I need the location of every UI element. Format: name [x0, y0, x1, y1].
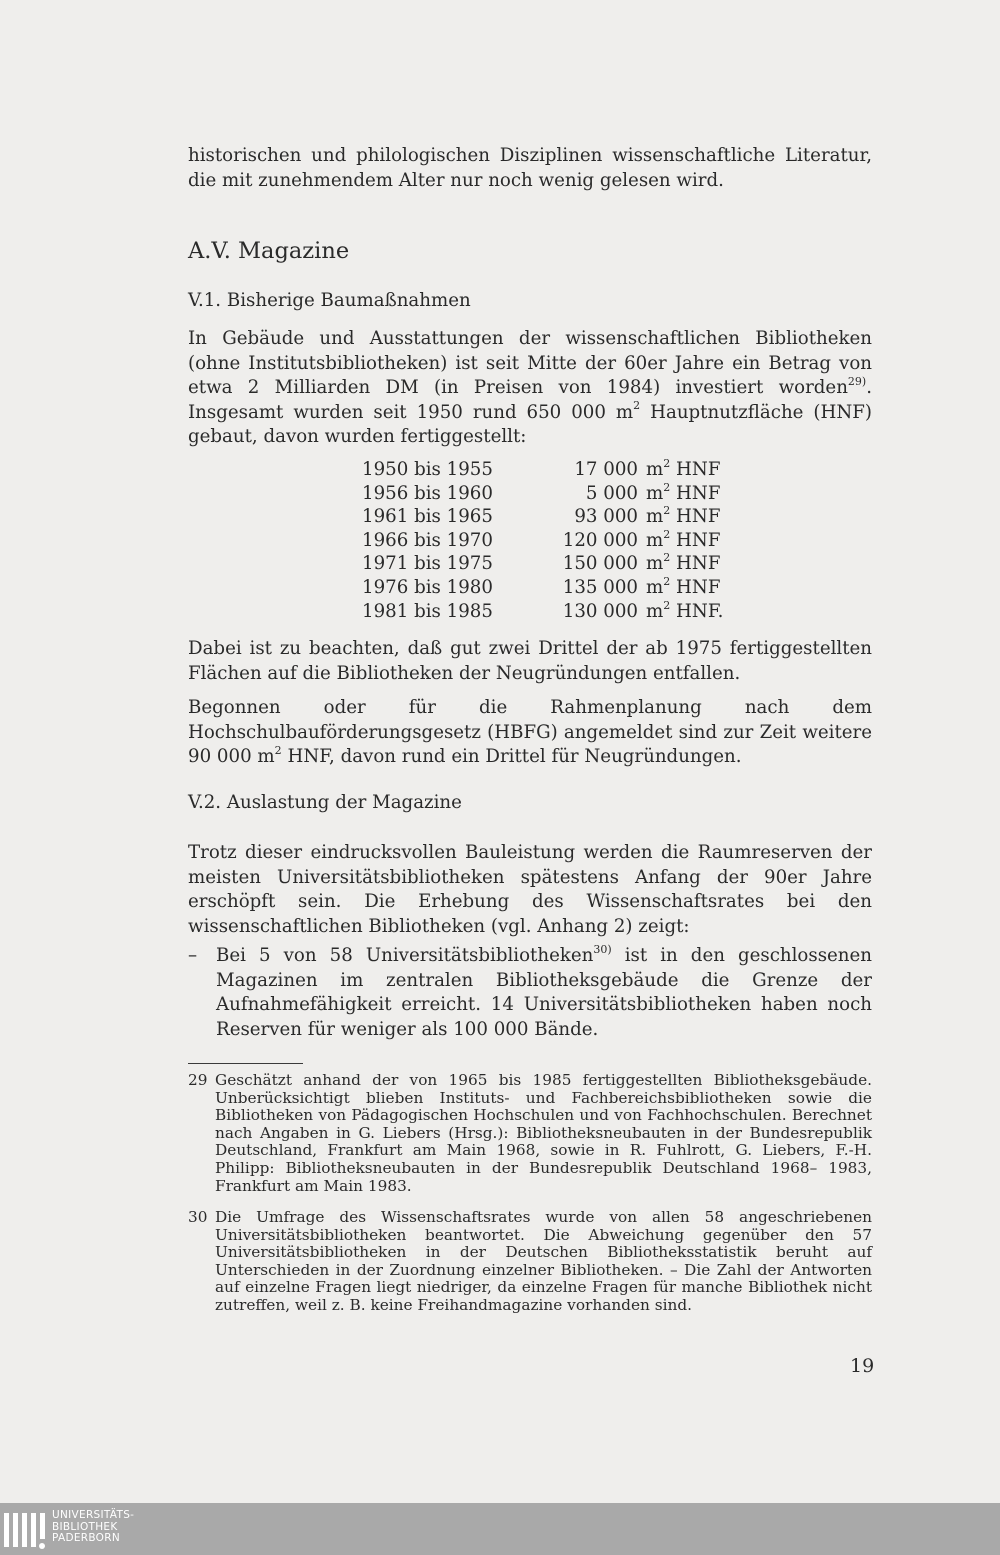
library-name-line-3: PADERBORN — [52, 1532, 120, 1544]
unit-suffix: HNF — [676, 553, 721, 575]
unit-exponent: 2 — [663, 574, 671, 588]
footnote-text: Die Umfrage des Wissenschaftsrates wurde von allen 58 angeschriebenen Universitätsbibliotheken beantwortet. Die Abweichung gegenüber den 57 Universitätsbibliotheken in der Deutschen Bibliotheksstatistik beruht auf Unterschieden in der Zuordnung einzelner Bibliotheken. – Die Zahl der Antworten auf einzelne Fragen liegt niedriger, da einzelne Fragen für manche Bibliothek nicht zutreffen, weil z. B. keine Freihandmagazine vorhanden sind. — [215, 1208, 872, 1314]
unit: m — [646, 600, 664, 622]
library-logo-icon — [4, 1513, 46, 1549]
library-name — [52, 1510, 134, 1545]
area-value-cell: 135 000 — [562, 576, 638, 598]
footnote-number: 30 — [188, 1208, 208, 1226]
unit-suffix: HNF — [676, 459, 721, 480]
unit-cell — [646, 505, 723, 529]
unit-exponent: 2 — [663, 527, 671, 541]
library-name-line-1: UNIVERSITÄTS- — [52, 1509, 135, 1521]
list-item — [216, 944, 872, 1042]
footnote-ref-30: 30) — [593, 942, 612, 956]
period-cell: 1971 bis 1975 — [362, 553, 493, 575]
table-row — [362, 482, 723, 506]
table-row — [362, 505, 723, 529]
paragraph-note: Dabei ist zu beachten, daß gut zwei Drittel der ab 1975 fertiggestellten Flächen auf die Bibliotheken der Neugründungen entfallen. — [188, 638, 872, 684]
unit-exponent: 2 — [663, 551, 671, 565]
superscript-squared: 2 — [633, 399, 641, 413]
list-item-part-a: Bei 5 von 58 Universitätsbibliotheken — [216, 945, 594, 966]
unit: m — [646, 482, 664, 504]
period-cell: 1961 bis 1965 — [362, 506, 493, 528]
table-row — [362, 529, 723, 553]
period-cell: 1981 bis 1985 — [362, 600, 493, 622]
unit-exponent: 2 — [663, 504, 671, 518]
paragraph-capacity: Trotz dieser eindrucksvollen Bauleistung werden die Raumreserven der meisten Universitätsbibliotheken spätestens Anfang der 90er Jahre erschöpft sein. Die Erhebung des Wissenschaftsrates bei den wissenschaftlichen Bibliotheken (vgl. Anhang 2) zeigt: — [188, 842, 872, 937]
unit-exponent: 2 — [663, 480, 671, 494]
footnote-divider — [188, 1063, 303, 1064]
unit-suffix: HNF — [676, 576, 721, 598]
period-cell: 1976 bis 1980 — [362, 576, 493, 598]
unit-exponent: 2 — [663, 598, 671, 612]
section-title: A.V. Magazine — [188, 238, 350, 264]
unit: m — [646, 576, 664, 598]
unit-cell — [646, 482, 723, 506]
library-name-line-2: BIBLIOTHEK — [52, 1520, 118, 1533]
subsection-title-2: V.2. Auslastung der Magazine — [188, 792, 462, 813]
subsection-title-1: V.1. Bisherige Baumaßnahmen — [188, 290, 471, 311]
table-row — [362, 600, 723, 624]
unit-cell — [646, 576, 723, 600]
area-value-cell: 93 000 — [574, 506, 638, 528]
area-value-cell: 150 000 — [562, 553, 638, 575]
footnote-number: 29 — [188, 1071, 208, 1089]
table-row — [362, 576, 723, 600]
footnote-text: Geschätzt anhand der von 1965 bis 1985 fertiggestellten Bibliotheksgebäude. Unberücksichtigt blieben Instituts- und Fachbereichsbibliotheken sowie die Bibliotheken von Pädagogischen Hochschulen und von Fachhochschulen. Berechnet nach Angaben in G. Liebers (Hrsg.): Bibliotheksneubauten in der Bundesrepublik Deutschland, Frankfurt am Main 1968, sowie in R. Fuhlrott, G. Liebers, F.-H. Philipp: Bibliotheksneubauten in der Bundesrepublik Deutschland 1968– 1983, Frankfurt am Main 1983. — [215, 1071, 872, 1195]
superscript-squared: 2 — [274, 743, 282, 757]
period-cell: 1956 bis 1960 — [362, 482, 493, 504]
period-cell: 1950 bis 1955 — [362, 459, 493, 480]
table-row — [362, 458, 723, 482]
unit-suffix: HNF — [676, 482, 721, 504]
unit-suffix: HNF — [676, 529, 721, 551]
unit: m — [646, 506, 664, 528]
area-value-cell: 130 000 — [562, 600, 638, 622]
unit-cell — [646, 600, 723, 624]
unit-suffix: HNF — [676, 506, 721, 528]
unit-suffix: HNF. — [676, 600, 724, 622]
unit-cell — [646, 458, 723, 482]
unit: m — [646, 459, 664, 480]
paragraph-investment-part-c: Hauptnutzfläche (HNF) gebaut, davon wurden fertiggestellt: — [188, 401, 872, 447]
list-dash: – — [188, 945, 198, 966]
paragraph-planned-part-a: Begonnen oder für die Rahmenplanung nach dem Hochschulbauförderungsgesetz (HBFG) angemeldet sind zur Zeit weitere 90 000 m — [188, 697, 872, 767]
paragraph-investment — [188, 327, 872, 450]
intro-paragraph: historischen und philologischen Disziplinen wissenschaftliche Literatur, die mit zunehmendem Alter nur noch wenig gelesen wird. — [188, 145, 872, 191]
list-item-part-b: ist in den geschlossenen Magazinen im zentralen Bibliotheksgebäude die Grenze der Aufnahmefähigkeit erreicht. 14 Universitätsbibliotheken haben noch Reserven für weniger als 100 000 Bände. — [216, 945, 873, 1040]
unit-cell — [646, 529, 723, 553]
period-cell: 1966 bis 1970 — [362, 529, 493, 551]
footnote-ref-29: 29) — [847, 374, 867, 388]
area-value-cell: 5 000 — [585, 482, 638, 504]
page-number: 19 — [850, 1355, 875, 1377]
table-row — [362, 552, 723, 576]
area-value-cell: 17 000 — [574, 459, 638, 480]
construction-table — [362, 458, 723, 623]
area-value-cell: 120 000 — [562, 529, 638, 551]
unit-cell — [646, 552, 723, 576]
paragraph-investment-part-b: . Insgesamt wurden seit 1950 rund 650 000 m — [188, 377, 872, 423]
library-footer — [0, 1503, 1000, 1555]
paragraph-planned-part-b: HNF, davon rund ein Drittel für Neugründungen. — [281, 746, 742, 767]
paragraph-investment-part-a: In Gebäude und Ausstattungen der wissenschaftlichen Bibliotheken (ohne Institutsbibliotheken) ist seit Mitte der 60er Jahre ein Betrag von etwa 2 Milliarden DM (in Preisen von 1984) investiert worden — [188, 328, 872, 398]
unit-exponent: 2 — [663, 456, 671, 470]
paragraph-planned — [188, 696, 872, 770]
unit: m — [646, 529, 664, 551]
unit: m — [646, 553, 664, 575]
